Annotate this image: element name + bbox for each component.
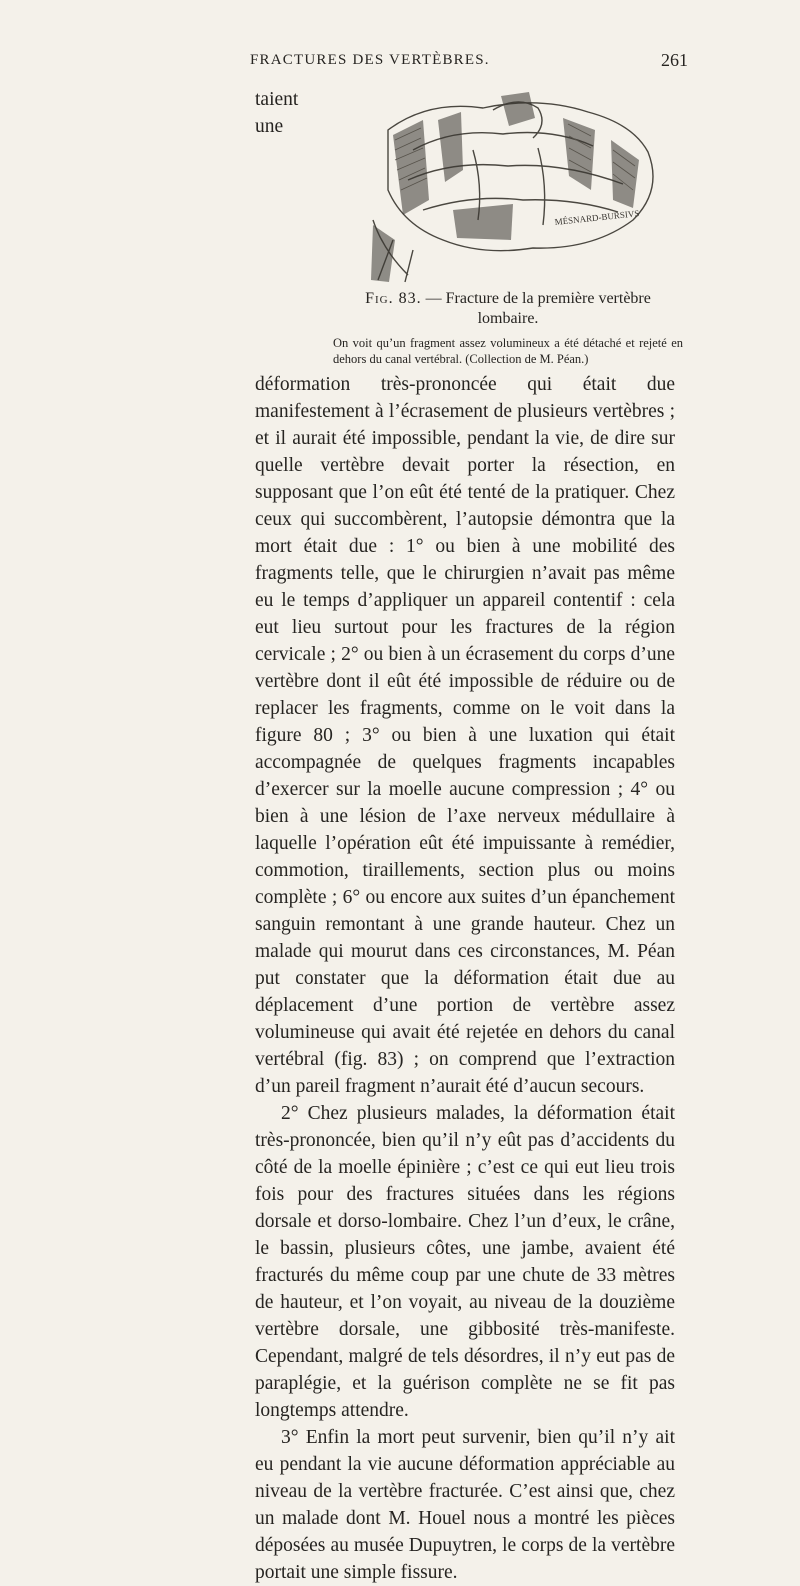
paragraph-intro: taient une déformation très-prononcée qui était due manifestement à l’écrasement de plusieurs vertèbres ; et il aurait été impossible, pendant la vie, de dire sur quelle vertèbre devait porter la résection, en supposant que l’on eût été tenté de la pratiquer. Chez ceux qui succombèrent, l’autopsie démontra que la mort était due : 1° ou bien à une mobilité des fragments telle, que le chirurgien n’avait pas même eu le temps d’appliquer un appareil contentif : cela eut lieu surtout pour les fractures de la région cervicale ; 2° ou bien à un écrasement du corps d’une vertèbre dont il eût été impossible de réduire ou de replacer les fragments, comme on le voit dans la figure 80 ; 3° ou bien à une luxation qui était accompagnée de quelques fragments incapables d’exercer sur la moelle aucune compression ; 4° ou bien à une lésion de l’axe nerveux médullaire à laquelle l’opération eût été impuissante à remédier, commotion, tiraillements, section plus ou moins complète ; 6° ou encore aux suites d’un épanchement sanguin remontant à une grande hauteur. Chez un malade qui mourut dans ces circonstances, M. Péan put constater que la déformation était due au déplacement d’une portion de vertèbre assez volumineuse qui avait été rejetée en dehors du canal vertébral (fig. 83) ; on comprend que l’extraction d’un pareil fragment n’aurait été d’aucun secours. xyxy=(255,89,675,1097)
engraver-signature: MÉSNARD-BURSIVS xyxy=(554,208,640,227)
paragraph-3: 3° Enfin la mort peut survenir, bien qu’il n’y ait eu pendant la vie aucune déformation appréciable au niveau de la vertèbre fracturée. C’est ainsi que, chez un malade dont M. Houel nous a montré les pièces déposées au musée Dupuytren, le corps de la vertèbre portait une simple fissure. xyxy=(255,1427,675,1583)
page-number: 261 xyxy=(661,50,688,70)
figure-description: On voit qu’un fragment assez volumineux a été détaché et rejeté en dehors du canal vertébral. (Collection de M. Péan.) xyxy=(333,336,683,366)
figure-title: — Fracture de la première vertèbre lombaire. xyxy=(425,290,651,327)
figure-caption xyxy=(333,289,683,329)
figure-label: Fig. 83. xyxy=(365,290,422,307)
figure-83 xyxy=(333,90,683,367)
paragraph-2: 2° Chez plusieurs malades, la déformation était très-prononcée, bien qu’il n’y eût pas d’accidents du côté de la moelle épinière ; c’est ce qui eut lieu trois fois pour des fractures situées dans les régions dorsale et dorso-lombaire. Chez l’un d’eux, le crâne, le bassin, plusieurs côtes, une jambe, avaient été fracturés du même coup par une chute de 33 mètres de hauteur, et l’on voyait, au niveau de la douzième vertèbre dorsale, une gibbosité très-manifeste. Cependant, malgré de tels désordres, il n’y eut pas de paraplégie, et la guérison complète ne se fit pas longtemps attendre. xyxy=(255,1103,675,1421)
vertebra-engraving xyxy=(333,90,683,285)
body-text xyxy=(255,86,683,1586)
running-title: FRACTURES DES VERTÈBRES. xyxy=(250,52,490,68)
